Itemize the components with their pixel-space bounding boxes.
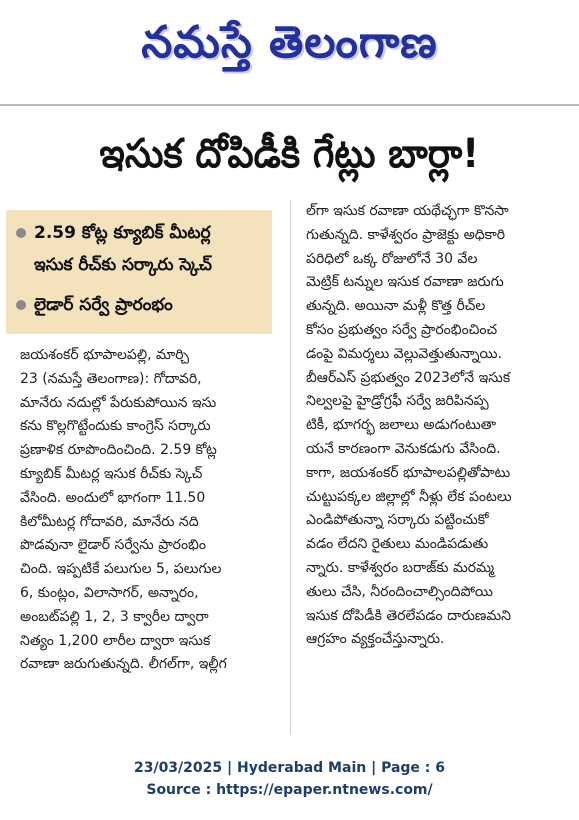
article-line: నిల్వలపై హైడ్రోగ్రఫీ సర్వే జరిపినప్ప bbox=[306, 393, 489, 410]
headline: ఇసుక దోపిడీకి గేట్లు బార్లా! bbox=[99, 131, 480, 177]
article-line: అంబట్‌పల్లి 1, 2, 3 క్వారీల ద్వారా bbox=[20, 608, 209, 625]
highlight-text: లైడార్ సర్వే ప్రారంభం bbox=[34, 295, 173, 315]
column-divider bbox=[290, 200, 291, 735]
footer bbox=[0, 757, 579, 801]
article-line: నిత్యం 1,200 లారీల ద్వారా ఇసుక bbox=[20, 632, 211, 649]
article-line: డంపై విమర్శలు వెల్లువెత్తుతున్నాయి. bbox=[306, 345, 502, 362]
article-line: కోసం ప్రభుత్వం సర్వే ప్రారంభించించ bbox=[306, 321, 498, 338]
masthead bbox=[0, 0, 579, 95]
article-line: చుట్టుపక్కల జిల్లాల్లో నీళ్లు లేక పంటలు bbox=[306, 488, 512, 505]
article-line: న్నారు. కాళేశ్వరం బరాజ్‌కు మరమ్మ bbox=[306, 559, 495, 576]
highlight-item-1-cont bbox=[34, 250, 266, 280]
highlight-text: ఇసుక రీచ్‌కు సర్కారు స్కెచ్ bbox=[34, 255, 212, 275]
article-column-left bbox=[20, 344, 274, 677]
article-line: పొడవునా లైడార్ సర్వేను ప్రారంభిం bbox=[20, 537, 206, 554]
article-line: కాగా, జయశంకర్ భూపాలపల్లితోపాటు bbox=[306, 464, 511, 481]
article-line: మానేరు నదుల్లో పేరుకుపోయిన ఇసు bbox=[20, 394, 217, 411]
highlights-box bbox=[6, 210, 272, 334]
article-line: తున్నది. అయినా మళ్లీ కొత్త రీచ్‌ల bbox=[306, 298, 486, 315]
article-line: జయశంకర్ భూపాలపల్లి, మార్చి bbox=[20, 347, 190, 363]
article-line: వేసింది. అందులో భాగంగా 11.50 bbox=[20, 489, 206, 506]
article-line: బీఆర్‌ఎస్ ప్రభుత్వం 2023లోనే ఇసుక bbox=[306, 369, 511, 386]
article-line: ఇసుక దోపిడీకి తెరలేపడం దారుణమని bbox=[306, 607, 512, 624]
footer-edition-info: 23/03/2025 | Hyderabad Main | Page : 6 bbox=[133, 760, 446, 776]
article-line: వడం లేదని రైతులు మండిపడుతు bbox=[306, 536, 489, 553]
newspaper-logo: నమస్తే తెలంగాణ bbox=[141, 16, 438, 68]
bullet-icon bbox=[16, 228, 26, 238]
highlight-item-2 bbox=[16, 290, 266, 320]
article-line: మెట్రిక్ టన్నుల ఇసుక రవాణా జరుగు bbox=[306, 274, 504, 291]
article-line: ప్రణాళిక రూపొందించింది. 2.59 కోట్ల bbox=[20, 442, 217, 459]
article-line: క్యూబిక్ మీటర్ల ఇసుక రీచ్‌కు స్కెచ్ bbox=[20, 465, 203, 482]
highlight-text: 2.59 కోట్ల క్యూబిక్ మీటర్ల bbox=[34, 223, 211, 243]
headline-block bbox=[0, 120, 579, 198]
article-line: 23 (నమస్తే తెలంగాణ): గోదావరి, bbox=[20, 370, 202, 387]
article-line: పరిధిలో ఒక్క రోజులోనే 30 వేల bbox=[306, 250, 478, 267]
article-line: కిలోమీటర్ల గోదావరి, మానేరు నది bbox=[20, 513, 199, 530]
article-line: యనే కారణంగా వెనుకడుగు వేసింది. bbox=[306, 440, 501, 457]
article-line: టికీ, భూగర్భ జలాలు అడుగంటుతా bbox=[306, 417, 497, 434]
article-line: ల్‌గా ఇసుక రవాణా యథేచ్ఛగా కొనసా bbox=[306, 203, 509, 219]
footer-source-link[interactable]: Source : https://epaper.ntnews.com/ bbox=[146, 782, 433, 798]
article-line: ఎండిపోతున్నా సర్కారు పట్టించుకో bbox=[306, 512, 489, 529]
highlight-item-1 bbox=[16, 218, 266, 248]
article-line: చింది. ఇప్పటికే పలుగుల 5, పలుగుల bbox=[20, 561, 222, 578]
article-line: కను కొల్లగొట్టేందుకు కాంగ్రెస్ సర్కారు bbox=[20, 418, 211, 435]
article-line: 6, కుంట్లం, విలాసాగర్, అన్నారం, bbox=[20, 584, 199, 601]
masthead-divider bbox=[0, 104, 579, 106]
article-column-right bbox=[306, 200, 568, 652]
article-line: ఆగ్రహం వ్యక్తంచేస్తున్నారు. bbox=[306, 631, 445, 648]
article-line: రవాణా జరుగుతున్నది. లీగల్‌గా, ఇల్లీగ bbox=[20, 656, 227, 673]
article-line: తులు చేసి, నీరందించాల్సిందిపోయి bbox=[306, 583, 493, 600]
bullet-icon bbox=[16, 300, 26, 310]
article-line: గుతున్నది. కాళేశ్వరం ప్రాజెక్టు అధికారి bbox=[306, 226, 506, 243]
